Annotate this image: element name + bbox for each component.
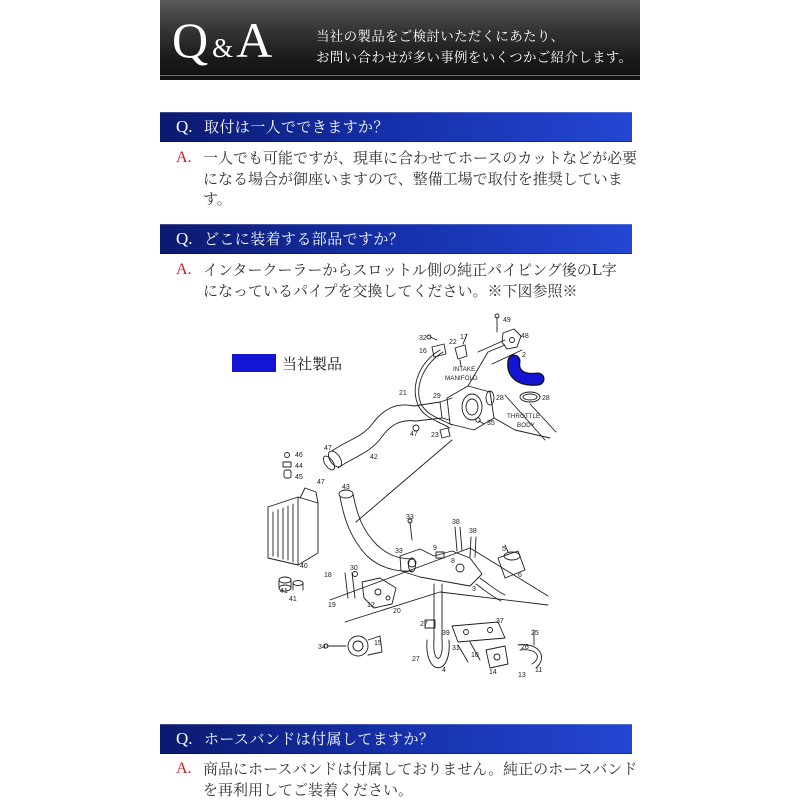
part-number: 45 xyxy=(295,474,303,481)
part-number: 28 xyxy=(496,395,504,402)
part-number: 35 xyxy=(487,420,495,427)
intake-caption: MANIFOLD xyxy=(445,375,478,382)
bolt-20 xyxy=(386,596,390,600)
part-number: 41 xyxy=(280,588,288,595)
part-number: 43 xyxy=(342,484,350,491)
part-number: 32 xyxy=(419,335,427,342)
question-bar xyxy=(160,112,632,142)
throttle-plate xyxy=(466,399,478,415)
part-number: 33 xyxy=(406,514,414,521)
part-number: 27 xyxy=(412,656,420,663)
hose-line xyxy=(356,440,452,522)
part-number: 47 xyxy=(317,479,325,486)
part-number: 21 xyxy=(399,390,407,397)
answer-line: インタークーラーからスロットル側の純正パイピング後のL字 xyxy=(203,261,617,279)
part-number: 22 xyxy=(449,339,457,346)
part-number: 27 xyxy=(420,621,428,628)
part-14 xyxy=(486,646,508,668)
engine-outline-lower xyxy=(345,592,548,622)
question-mark: Q. xyxy=(176,729,193,748)
pipe-43-end xyxy=(339,490,353,498)
part-number: 20 xyxy=(393,608,401,615)
pipe-43-inner xyxy=(353,494,413,559)
question-bar xyxy=(160,224,632,254)
part-number: 46 xyxy=(295,452,303,459)
answer-mark: A. xyxy=(176,261,192,278)
qa-title-amp: & xyxy=(212,33,234,63)
part-30 xyxy=(353,572,358,577)
answer-mark: A. xyxy=(176,760,192,777)
clamp-28-inner xyxy=(523,394,537,400)
down-pipe-4-loop xyxy=(427,640,449,668)
answer-line: を再利用してご装着ください。 xyxy=(203,780,414,799)
answer-text xyxy=(203,759,637,800)
pipe-42-upper-edge xyxy=(332,402,440,451)
qa-intro-line: お問い合わせが多い事例をいくつかご紹介します。 xyxy=(316,50,633,66)
intake-caption: INTAKE xyxy=(453,366,476,373)
bracket-39-hole-a xyxy=(464,630,469,635)
part-number: 23 xyxy=(431,432,439,439)
part-number: 9 xyxy=(433,545,437,552)
part-number: 49 xyxy=(503,317,511,324)
part-number: 13 xyxy=(518,672,526,679)
part-number: 2 xyxy=(522,352,526,359)
pipe-42 xyxy=(321,402,442,472)
product-hose-body xyxy=(514,361,538,379)
part-number: 41 xyxy=(289,596,297,603)
question-text: ホースバンドは付属してますか？ xyxy=(204,730,435,748)
part-number: 4 xyxy=(442,667,446,674)
part-number: 26 xyxy=(521,644,529,651)
part-number: 3 xyxy=(472,586,476,593)
throttle-bore xyxy=(462,394,482,420)
part-14-hole xyxy=(494,654,500,660)
part-number: 14 xyxy=(489,669,497,676)
question-mark: Q. xyxy=(176,229,193,248)
part-number: 38 xyxy=(469,528,477,535)
cable-21 xyxy=(415,350,450,428)
bracket-48 xyxy=(502,329,521,349)
answer-mark: A. xyxy=(176,149,192,166)
part-number: 48 xyxy=(521,333,529,340)
part-number: 28 xyxy=(542,395,550,402)
pipe-42-lower-edge xyxy=(338,418,442,468)
clamp-47 xyxy=(321,454,337,472)
part-number: 31 xyxy=(452,645,460,652)
part-number: 38 xyxy=(452,519,460,526)
part-23 xyxy=(440,428,450,438)
answer-line: す。 xyxy=(203,190,232,208)
bolt-46 xyxy=(285,453,290,458)
answer-line: になっているパイプを交換してください。※下図参照※ xyxy=(203,281,578,300)
part-number: 29 xyxy=(433,393,441,400)
part-number: 11 xyxy=(535,667,543,674)
mount-41b-sides xyxy=(293,583,303,590)
mount-41b-top xyxy=(293,581,303,586)
qa-header-banner xyxy=(160,0,640,80)
answer-line: 商品にホースバンドは付属しておりません。純正のホースバンド xyxy=(203,760,638,778)
answer-line: になる場合が御座いますので、整備工場で取付を推奨していま xyxy=(203,169,623,188)
qa-title-a: A xyxy=(236,12,273,68)
part-number: 30 xyxy=(350,565,358,572)
answer-text xyxy=(203,148,637,210)
parts-diagram xyxy=(220,305,580,710)
answer-line: 一人でも可能ですが、現車に合わせてホースのカットなどが必要 xyxy=(203,149,638,167)
part-number: 37 xyxy=(496,618,504,625)
legend-label: 当社製品 xyxy=(282,355,343,373)
bracket-22 xyxy=(455,345,467,359)
port-a xyxy=(408,559,416,567)
intercooler xyxy=(268,453,318,592)
pipe-3 xyxy=(476,578,505,601)
part-15-outer xyxy=(348,636,368,656)
part-number: 18 xyxy=(324,572,332,579)
legend-swatch xyxy=(232,354,276,372)
down-pipe-4-inner xyxy=(434,640,442,658)
legend xyxy=(232,354,342,373)
qa-intro xyxy=(316,27,632,69)
mount-41-top xyxy=(279,577,291,583)
part-number: 40 xyxy=(300,563,308,570)
bracket-39 xyxy=(452,622,505,642)
question-mark: Q. xyxy=(176,117,193,136)
part-number: 33 xyxy=(395,548,403,555)
part-number: 19 xyxy=(328,602,336,609)
throttle-flange xyxy=(440,398,452,420)
part-15-inner xyxy=(353,641,363,651)
part-number: 39 xyxy=(442,630,450,637)
part-number: 15 xyxy=(374,640,382,647)
part-number: 6 xyxy=(518,572,522,579)
qa-title-q: Q xyxy=(172,12,209,68)
part-number: 5 xyxy=(502,546,506,553)
qa-intro-line: 当社の製品をご検討いただくにあたり、 xyxy=(316,29,565,45)
mount-41-sides xyxy=(279,580,291,588)
part-number: 10 xyxy=(471,652,479,659)
answer-text xyxy=(203,260,617,301)
pipe-43-outer xyxy=(340,497,412,571)
bolt-35-head xyxy=(476,418,480,422)
question-text: どこに装着する部品ですか？ xyxy=(204,230,405,248)
throttle-caption: BODY xyxy=(517,422,535,429)
part-number: 47 xyxy=(410,431,418,438)
bracket-48-hole xyxy=(510,338,515,343)
port-b xyxy=(456,564,464,572)
part-number: 34 xyxy=(318,644,326,651)
part-number: 44 xyxy=(295,463,303,470)
part-number: 42 xyxy=(370,454,378,461)
throttle-caption: THROTTLE xyxy=(507,413,541,420)
cable-21-edge xyxy=(419,352,452,425)
part-number: 17 xyxy=(460,334,468,341)
bolt-33 xyxy=(410,522,412,540)
qa-title xyxy=(172,12,272,81)
grommet-45 xyxy=(284,470,291,478)
bracket-12-hole xyxy=(375,589,381,595)
product-hose xyxy=(514,361,538,379)
lower-assembly xyxy=(324,519,548,668)
part-number: 12 xyxy=(367,602,375,609)
question-text: 取付は一人でできますか？ xyxy=(204,118,389,136)
part-number: 25 xyxy=(531,630,539,637)
part-number: 8 xyxy=(451,558,455,565)
intercooler-fins xyxy=(273,504,293,562)
part-number: 16 xyxy=(419,348,427,355)
washer-44 xyxy=(283,462,291,467)
bracket-39-hole-b xyxy=(488,628,493,633)
question-bar xyxy=(160,724,632,754)
part-number: 47 xyxy=(324,445,332,452)
